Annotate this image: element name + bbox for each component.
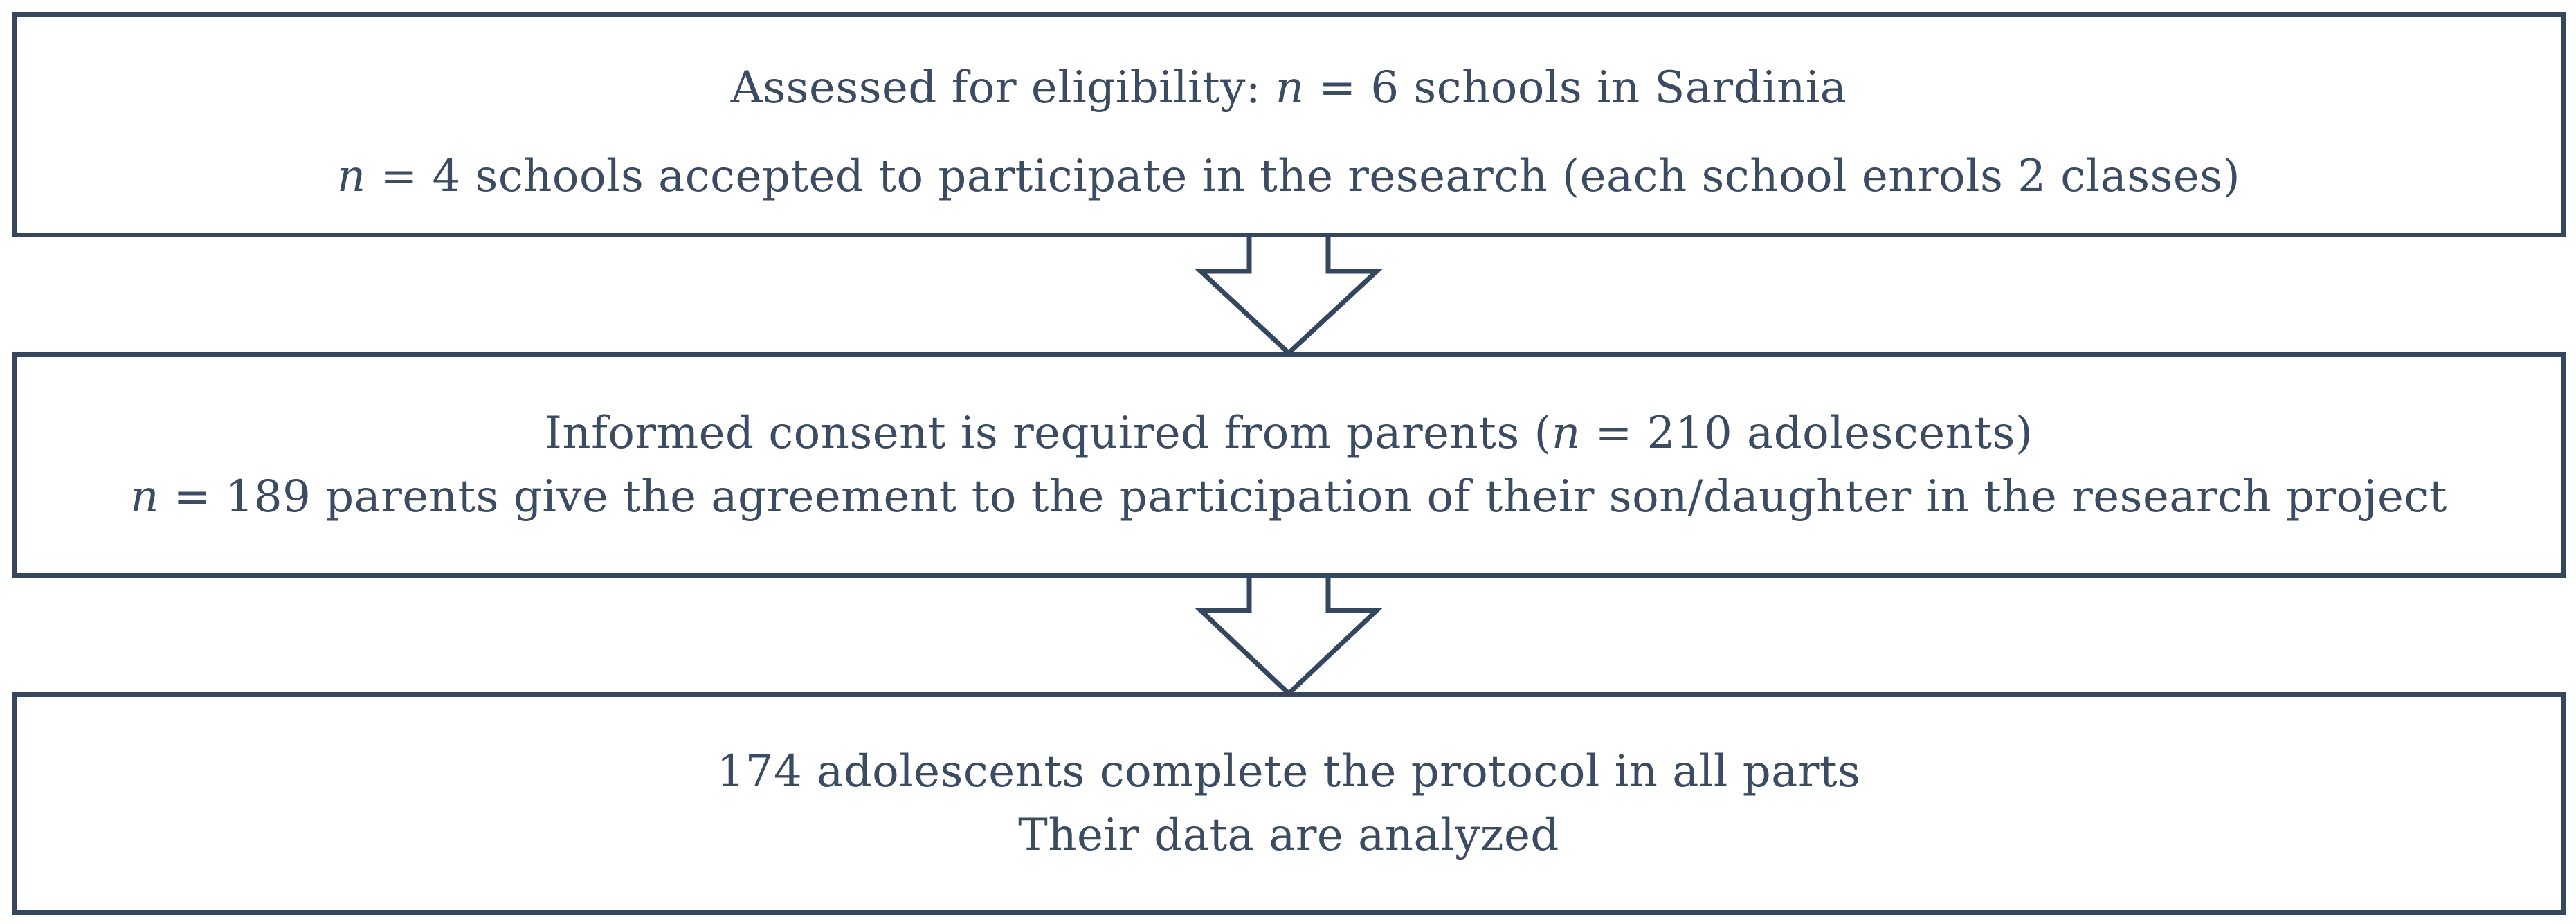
consent-line-1 — [545, 401, 2033, 465]
n-symbol: n — [1275, 62, 1305, 114]
analysis-box — [12, 692, 2566, 915]
analysis-line-2 — [1018, 804, 1559, 867]
text-segment: Informed consent is required from parents ( — [544, 408, 1552, 459]
arrow-down-2 — [1201, 576, 1377, 694]
analysis-line-1 — [717, 740, 1861, 804]
text-segment: Their data are analyzed — [1018, 810, 1559, 861]
n-symbol: n — [336, 151, 366, 202]
text-segment: = 210 adolescents) — [1580, 408, 2033, 459]
text-segment: Assessed for eligibility: — [730, 62, 1276, 114]
arrow-down-1 — [1201, 235, 1377, 353]
consent-line-2 — [130, 465, 2447, 529]
text-segment: = 4 schools accepted to participate in the research (each school enrols 2 classes) — [365, 151, 2241, 202]
eligibility-line-1 — [731, 44, 1847, 132]
text-segment: = 189 parents give the agreement to the participation of their son/daughter in the research project — [158, 471, 2447, 523]
text-segment: 174 adolescents complete the protocol in all parts — [716, 746, 1861, 797]
consent-box — [12, 352, 2566, 578]
text-segment: = 6 schools in Sardinia — [1304, 62, 1847, 114]
eligibility-box — [12, 12, 2566, 237]
eligibility-line-2 — [337, 132, 2240, 221]
n-symbol: n — [1552, 408, 1581, 459]
n-symbol: n — [130, 471, 159, 523]
